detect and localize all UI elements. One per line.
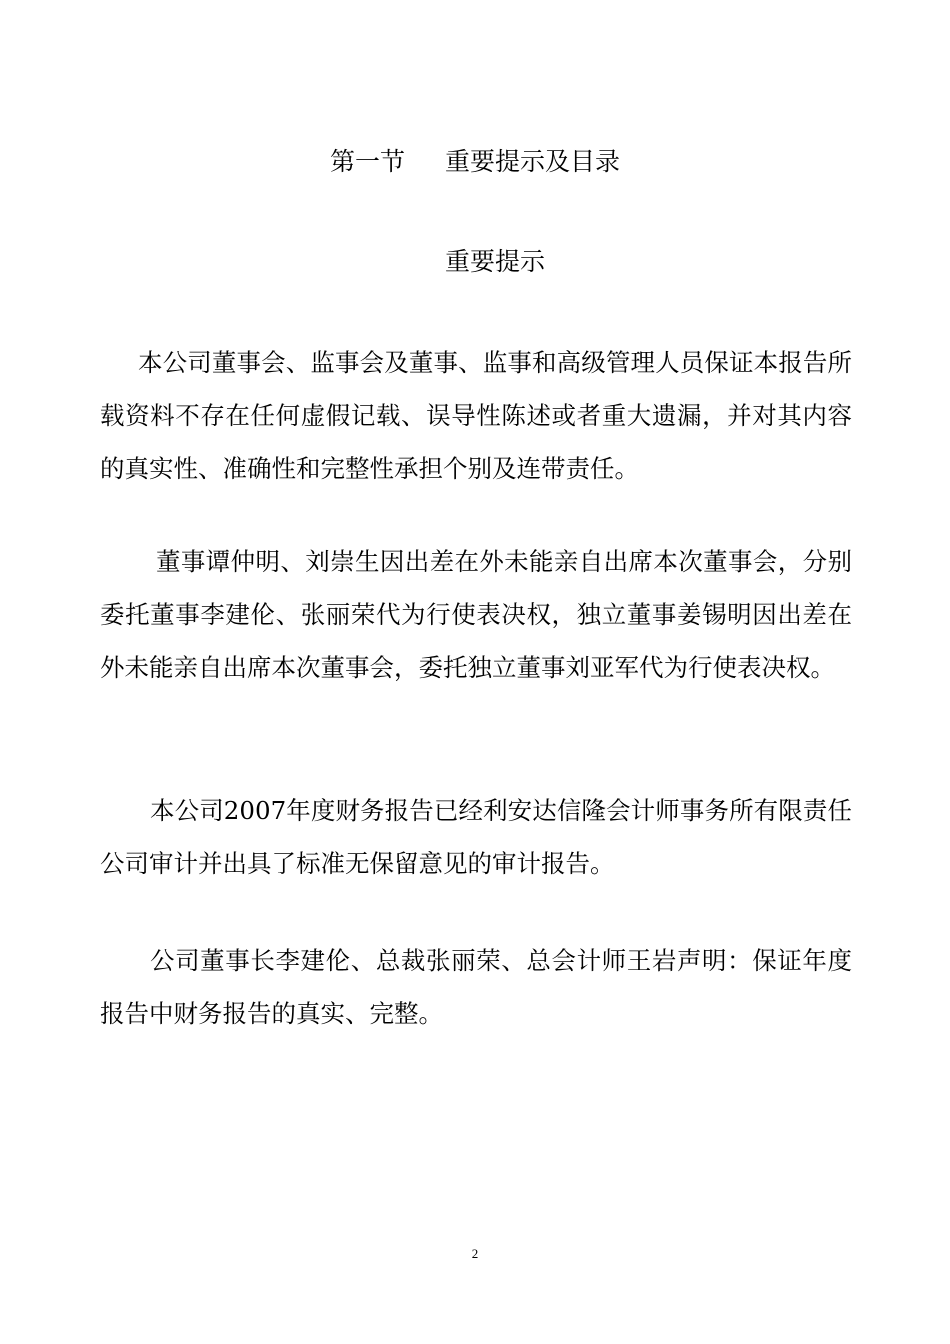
paragraph-board-guarantee: 本公司董事会、监事会及董事、监事和高级管理人员保证本报告所载资料不存在任何虚假记载、误导性陈述或者重大遗漏，并对其内容的真实性、准确性和完整性承担个别及连带责任。 xyxy=(100,348,852,483)
section-heading xyxy=(0,144,950,180)
paragraph-audit-report: 本公司2007年度财务报告已经利安达信隆会计师事务所有限责任公司审计并出具了标准无保留意见的审计报告。 xyxy=(100,796,852,878)
section-title: 重要提示及目录 xyxy=(445,147,621,176)
paragraph-absent-directors: 董事谭仲明、刘崇生因出差在外未能亲自出席本次董事会，分别委托董事李建伦、张丽荣代为行使表决权，独立董事姜锡明因出差在外未能亲自出席本次董事会，委托独立董事刘亚军代为行使表决权。 xyxy=(100,547,852,682)
subsection-heading: 重要提示 xyxy=(444,247,545,276)
paragraph-management-statement: 公司董事长李建伦、总裁张丽荣、总会计师王岩声明：保证年度报告中财务报告的真实、完整。 xyxy=(100,946,852,1028)
section-number: 第一节 xyxy=(329,147,405,176)
page-number: 2 xyxy=(471,1246,479,1261)
